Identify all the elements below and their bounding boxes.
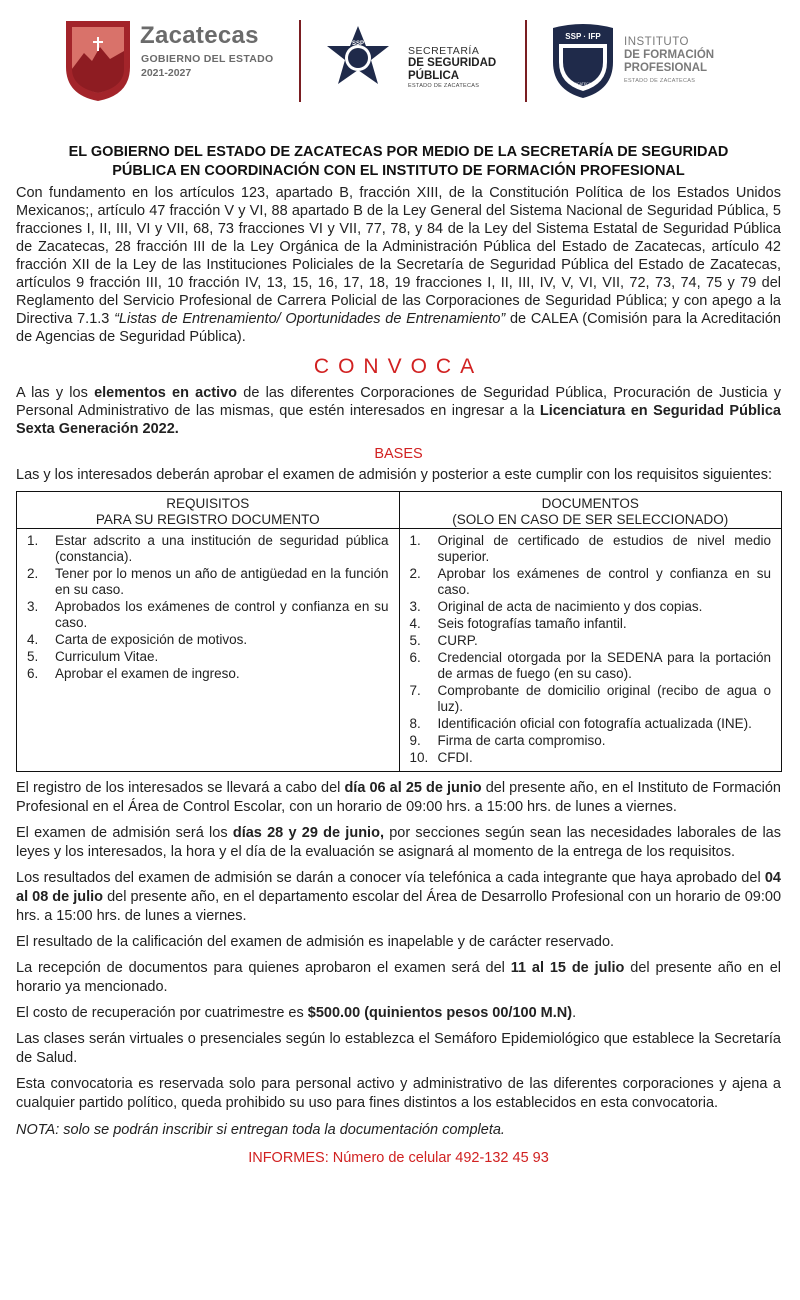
ssp-badge-text: SSP <box>351 41 365 47</box>
document-heading <box>16 143 781 181</box>
list-item: 6. Aprobar el examen de ingreso. <box>27 666 240 681</box>
list-item: 5. CURP. <box>409 633 478 648</box>
ssp-star-badge <box>323 24 393 96</box>
divider-1 <box>299 20 301 102</box>
reservada-paragraph: Esta convocatoria es reservada solo para personal activo y administrativo de las diferentes corporaciones y ajena a cualquier partido político, queda prohibido su uso para fines distintos a los establecidos en esta convocatoria. <box>16 1076 781 1111</box>
resultados-paragraph: Los resultados del examen de admisión se darán a conocer vía telefónica a cada integrante que haya aprobado del 04 al 08 de julio del presente año, en el departamento escolar del Área de Desarrollo Profesional con un horario de 09:00 hrs. a 15:00 hrs. de lunes a viernes. <box>16 870 782 924</box>
intro-bold-2: Licenciatura en Seguridad Pública Sexta Generación 2022. <box>16 403 781 437</box>
documentos-header <box>399 492 782 529</box>
ifp-line1: INSTITUTO <box>624 36 689 48</box>
ssp-line4: ESTADO DE ZACATECAS <box>408 83 480 89</box>
fundamento-text: Con fundamento en los artículos 123, apartado B, fracción XIII, de la Constitución Política de los Estados Unidos Mexicanos;, artículo 47 fracción V y VI, 88 apartado B de la Ley General del Sistema Nacional de Seguridad Pública, 5 fracciones I, II, III, VI y VII, 68, 73 fracciones VI y VII, 77, 78, y 84 de la Ley del Sistema Estatal de Seguridad Pública de Zacatecas, 28 fracción III de la Ley Orgánica de la Administración Pública del Estado de Zacatecas, artículo 42 fracción XII de la Ley de las Instituciones Policiales de la Secretaría de Seguridad Pública del Estado de Zacatecas, artículos 9 fracción III, 10 fracción IV, 13, 15, 16, 17, 18, 19 fracciones I, II, III, IV, V, VI, VII, 72, 73, 74, 75 y 79 del Reglamento del Servicio Profesional de Carrera Policial de las Corporaciones de Seguridad Pública; y con apego a la Directiva 7.1.3 <box>16 185 781 327</box>
zacatecas-title: Zacatecas <box>140 22 259 49</box>
fundamento-tail: de CALEA (Comisión para la Acreditación de Agencias de Seguridad Pública). <box>16 311 781 345</box>
fundamento-italic: “Listas de Entrenamiento/ Oportunidades de Entrenamiento” <box>114 311 506 327</box>
zacatecas-subtitle: GOBIERNO DEL ESTADO <box>141 53 274 65</box>
list-item: 2. Aprobar los exámenes de control y confianza en su caso. <box>409 566 771 597</box>
intro-text-1: A las y los <box>16 385 95 401</box>
ifp-line4: ESTADO DE ZACATECAS <box>624 78 696 84</box>
inapelable-paragraph: El resultado de la calificación del examen de admisión es inapelable y de carácter reservado. <box>16 934 615 950</box>
table-header-row <box>17 492 782 529</box>
documentos-cell <box>399 529 782 772</box>
examen-paragraph: El examen de admisión será los días 28 y 29 de junio, por secciones según sean las necesidades laborales de las leyes y los interesados, la hora y el día de la evaluación se asignará al momento de la entrega de los requisitos. <box>16 825 781 860</box>
intro-text-2: de las diferentes Corporaciones de Seguridad Pública, Procuración de Justicia y Personal Administrativo de las mismas, que estén interesados en ingresar a la <box>16 385 781 419</box>
list-item: 1. Estar adscrito a una institución de seguridad pública (constancia). <box>27 533 389 564</box>
fundamento-paragraph <box>16 184 781 346</box>
requisitos-header-line2: PARA SU REGISTRO DOCUMENTO <box>95 512 320 527</box>
intro-bold-1: elementos en activo <box>94 385 238 401</box>
divider-2 <box>525 20 527 102</box>
registro-paragraph: El registro de los interesados se llevará a cabo del día 06 al 25 de junio del presente año, en el Instituto de Formación Profesional en el Área de Control Escolar, con un horario de 09:00 hrs. a 15:00 hrs. de lunes a viernes. <box>16 780 781 815</box>
ifp-badge-text: SSP · IFP <box>565 32 601 41</box>
list-item: 3. Original de acta de nacimiento y dos copias. <box>409 599 703 614</box>
requisitos-cell <box>17 529 400 772</box>
list-item: 3. Aprobados los exámenes de control y confianza en su caso. <box>27 599 389 630</box>
list-item: 4. Carta de exposición de motivos. <box>27 632 248 647</box>
header-logos <box>0 0 800 130</box>
ifp-line3: PROFESIONAL <box>624 62 708 74</box>
clases-paragraph: Las clases serán virtuales o presenciales según lo establezca el Semáforo Epidemiológico que establece la Secretaría de Salud. <box>16 1031 781 1066</box>
intro-paragraph <box>16 384 781 438</box>
ifp-shield-badge <box>549 22 617 100</box>
bases-title: BASES <box>374 446 423 462</box>
ifp-badge-bottom: ZACATECAS <box>572 82 594 86</box>
documentos-header-line1: DOCUMENTOS <box>541 496 639 511</box>
costo-paragraph: El costo de recuperación por cuatrimestre es $500.00 (quinientos pesos 00/100 M.N). <box>16 1005 577 1021</box>
costo-amount: $500.00 (quinientos pesos 00/100 M.N) <box>307 1005 573 1021</box>
zacatecas-shield-logo <box>62 17 134 103</box>
list-item: 4. Seis fotografías tamaño infantil. <box>409 616 627 631</box>
heading-line2: PÚBLICA EN COORDINACIÓN CON EL INSTITUTO DE FORMACIÓN PROFESIONAL <box>112 163 685 179</box>
documentos-list <box>410 533 772 766</box>
recepcion-paragraph: La recepción de documentos para quienes aprobaron el examen será del 11 al 15 de julio del presente año en el horario ya mencionado. <box>16 960 782 995</box>
requisitos-list <box>27 533 389 682</box>
ssp-line1: SECRETARÍA <box>408 45 480 57</box>
heading-line1: EL GOBIERNO DEL ESTADO DE ZACATECAS POR MEDIO DE LA SECRETARÍA DE SEGURIDAD <box>68 144 729 160</box>
list-item: 9. Firma de carta compromiso. <box>409 733 606 748</box>
list-item: 2. Tener por lo menos un año de antigüedad en la función en su caso. <box>27 566 389 597</box>
document-body <box>16 143 781 1168</box>
bases-intro: Las y los interesados deberán aprobar el examen de admisión y posterior a este cumplir con los requisitos siguientes: <box>16 467 773 483</box>
ssp-line3: PÚBLICA <box>408 70 460 82</box>
requisitos-header <box>17 492 400 529</box>
list-item: 7. Comprobante de domicilio original (recibo de agua o luz). <box>409 683 771 714</box>
list-item: 1. Original de certificado de estudios de nivel medio superior. <box>409 533 771 564</box>
registro-dates: día 06 al 25 de junio <box>344 780 482 796</box>
recepcion-dates: 11 al 15 de julio <box>510 960 625 976</box>
requirements-table <box>16 491 782 772</box>
ifp-line2: DE FORMACIÓN <box>624 49 715 61</box>
examen-dates: días 28 y 29 de junio, <box>232 825 384 841</box>
informes-contact: INFORMES: Número de celular 492-132 45 93 <box>248 1150 549 1166</box>
convoca-title: CONVOCA <box>313 355 484 378</box>
table-body-row <box>17 529 782 772</box>
list-item: 6. Credencial otorgada por la SEDENA para la portación de armas de fuego (en su caso). <box>409 650 771 681</box>
requisitos-header-line1: REQUISITOS <box>166 496 250 511</box>
list-item: 5. Curriculum Vitae. <box>27 649 159 664</box>
list-item: 10. CFDI. <box>409 750 473 765</box>
list-item: 8. Identificación oficial con fotografía actualizada (INE). <box>409 716 752 731</box>
ssp-line2: DE SEGURIDAD <box>408 57 497 69</box>
zacatecas-years: 2021-2027 <box>141 67 192 79</box>
resultados-dates: 04 al 08 de julio <box>16 870 781 905</box>
documentos-header-line2: (SOLO EN CASO DE SER SELECCIONADO) <box>452 512 729 527</box>
nota-text: NOTA: solo se podrán inscribir si entregan toda la documentación completa. <box>16 1122 505 1138</box>
